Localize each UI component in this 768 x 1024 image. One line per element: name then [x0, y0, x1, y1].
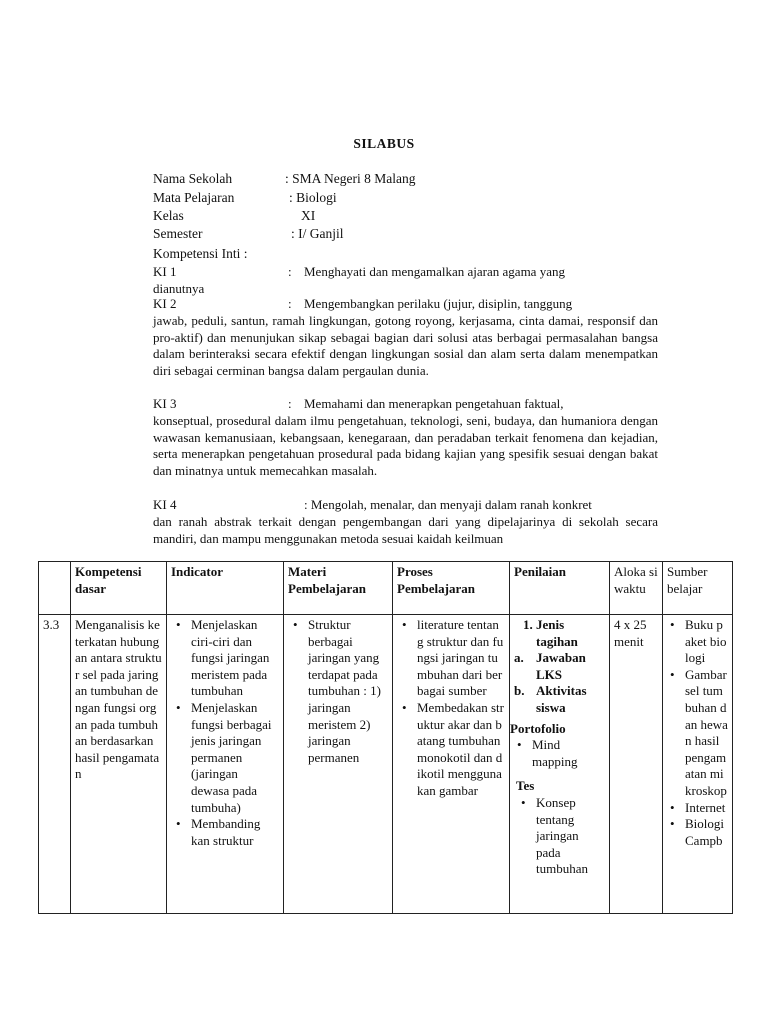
ki-text-cont: konseptual, prosedural dalam ilmu pengetahuan, teknologi, seni, budaya, dan humaniora dengan wawasan kemanusiaan, kebangsaan, kenegaraan, dan peradaban terkait fenomena dan kejadian, serta menerapkan pengetahuan prosedural pada bidang kajian yang spesifik sesuai dengan bakat dan minatnya untuk memecahkan masalah. — [153, 412, 658, 479]
materi-cell — [284, 615, 393, 914]
kd-cell: Menganalisis keterkatan hubungan antara struktur sel pada jaringan tumbuhan dengan fungsi organ pada tumbuhan berdasarkan hasil pengamatan — [71, 615, 167, 914]
info-value: XI — [301, 208, 316, 223]
indicator-cell — [167, 615, 284, 914]
info-label: Kelas — [153, 208, 184, 223]
ki-code: KI 2 — [153, 296, 177, 311]
list-item: • Internet — [685, 800, 728, 817]
header-cell: Penilaian — [510, 562, 610, 615]
table-header-row — [39, 562, 733, 615]
ki-text-cont: jawab, peduli, santun, ramah lingkungan, gotong royong, kerjasama, cinta damai, responsif dan pro-aktif) dan menunjukan sikap sebagai bagian dari solusi atas berbagai permasalahan bangsa dalam berinteraksi secara efektif dengan lingkungan sosial dan alam serta dalam menempatkan diri sebagai cerminan bangsa dalam pergaulan dunia. — [153, 312, 658, 379]
proses-cell — [393, 615, 510, 914]
document-title: SILABUS — [353, 136, 415, 151]
info-value: : Biologi — [289, 190, 337, 205]
ki-text-cont: dan ranah abstrak terkait dengan pengembangan dari yang dipelajarinya di sekolah secara mandiri, dan mampu menggunakan metoda sesuai kaidah keilmuan — [153, 513, 658, 546]
list-item: • literature tentang struktur dan fungsi jaringan tumbuhan dari berbagai sumber — [417, 617, 505, 700]
list-item: • Mind mapping — [532, 737, 605, 770]
list-item: • Menjelaskan ciri-ciri dan fungsi jaringan meristem pada tumbuhan — [191, 617, 279, 700]
info-value: : I/ Ganjil — [291, 226, 344, 241]
list-item: • Membanding kan struktur — [191, 816, 279, 849]
alokasi-cell: 4 x 25 menit — [610, 615, 663, 914]
header-cell: Indicator — [167, 562, 284, 615]
penilaian-cell — [510, 615, 610, 914]
lettered-text: Jawaban LKS — [536, 650, 586, 682]
lettered-item — [514, 650, 605, 683]
sumber-cell — [663, 615, 733, 914]
ki-text: Memahami dan menerapkan pengetahuan faktual, — [304, 396, 564, 411]
header-cell: Kompetensi dasar — [71, 562, 167, 615]
header-cell: Materi Pembelajaran — [284, 562, 393, 615]
row-number: 3.3 — [39, 615, 71, 914]
ki-text-cont: dianutnya — [153, 280, 205, 296]
header-cell: Sumber belajar — [663, 562, 733, 615]
header-cell — [39, 562, 71, 615]
letter-marker: a. — [514, 650, 524, 666]
ki-text: : Mengolah, menalar, dan menyaji dalam ranah konkret — [304, 497, 592, 512]
list-item: • Struktur berbagai jaringan yang terdapat pada tumbuhan : 1) jaringan meristem 2) jaringan permanen — [308, 617, 388, 766]
ki-code: KI 1 — [153, 264, 177, 279]
syllabus-table — [38, 561, 733, 914]
tes-label: Tes — [516, 778, 535, 794]
portofolio-label: Portofolio — [510, 720, 566, 736]
list-item: • Buku paket biologi — [685, 617, 728, 667]
info-label: Mata Pelajaran — [153, 190, 235, 205]
info-label: Semester — [153, 226, 203, 241]
header-cell: Proses Pembelajaran — [393, 562, 510, 615]
ki-1: KI 1 : Menghayati dan mengamalkan ajaran agama yang dianutnya — [153, 264, 658, 298]
ki-code: KI 3 — [153, 396, 177, 411]
ki-2: KI 2 : Mengembangkan perilaku (jujur, disiplin, tanggung jawab, peduli, santun, ramah lingkungan, gotong royong, kerjasama, cinta damai, responsif dan pro-aktif) dan menunjukan sikap sebagai bagian dari solusi atas berbagai permasalahan bangsa dalam berinteraksi secara efektif dengan lingkungan sosial dan alam serta dalam menempatkan diri sebagai cerminan bangsa dalam pergaulan dunia. — [153, 296, 658, 379]
ki-4 — [153, 497, 658, 547]
list-item: • Gambar sel tumbuhan dan hewan hasil pengamatan mikroskop — [685, 667, 728, 800]
info-label: Nama Sekolah — [153, 171, 233, 186]
list-item: • Menjelaskan fungsi berbagai jenis jaringan permanen (jaringan dewasa pada tumbuha) — [191, 700, 279, 816]
letter-marker: b. — [514, 683, 525, 699]
ki-heading-text: Kompetensi Inti : — [153, 246, 248, 261]
lettered-item — [514, 683, 605, 716]
table-row — [39, 615, 733, 914]
list-item: • Biologi Campb — [685, 816, 728, 849]
info-value: : SMA Negeri 8 Malang — [285, 171, 416, 186]
ki-3: KI 3 : Memahami dan menerapkan pengetahuan faktual, konseptual, prosedural dalam ilmu pengetahuan, teknologi, seni, budaya, dan humaniora dengan wawasan kemanusiaan, kebangsaan, kenegaraan, dan peradaban terkait fenomena dan kejadian, serta menerapkan pengetahuan prosedural pada bidang kajian yang spesifik sesuai dengan bakat dan minatnya untuk memecahkan masalah. — [153, 396, 658, 479]
list-item: • Konsep tentang jaringan pada tumbuhan — [536, 795, 605, 878]
header-cell: Aloka si waktu — [610, 562, 663, 615]
list-item: • Membedakan struktur akar dan batang tumbuhan monokotil dan dikotil menggunakan gambar — [417, 700, 505, 800]
lettered-text: Aktivitas siswa — [536, 683, 587, 715]
list-item: 1. Jenis tagihan — [536, 617, 605, 650]
ki-text: Mengembangkan perilaku (jujur, disiplin, tanggung — [304, 296, 573, 311]
ki-code: KI 4 — [153, 497, 177, 512]
ki-text: Menghayati dan mengamalkan ajaran agama yang — [304, 264, 565, 279]
